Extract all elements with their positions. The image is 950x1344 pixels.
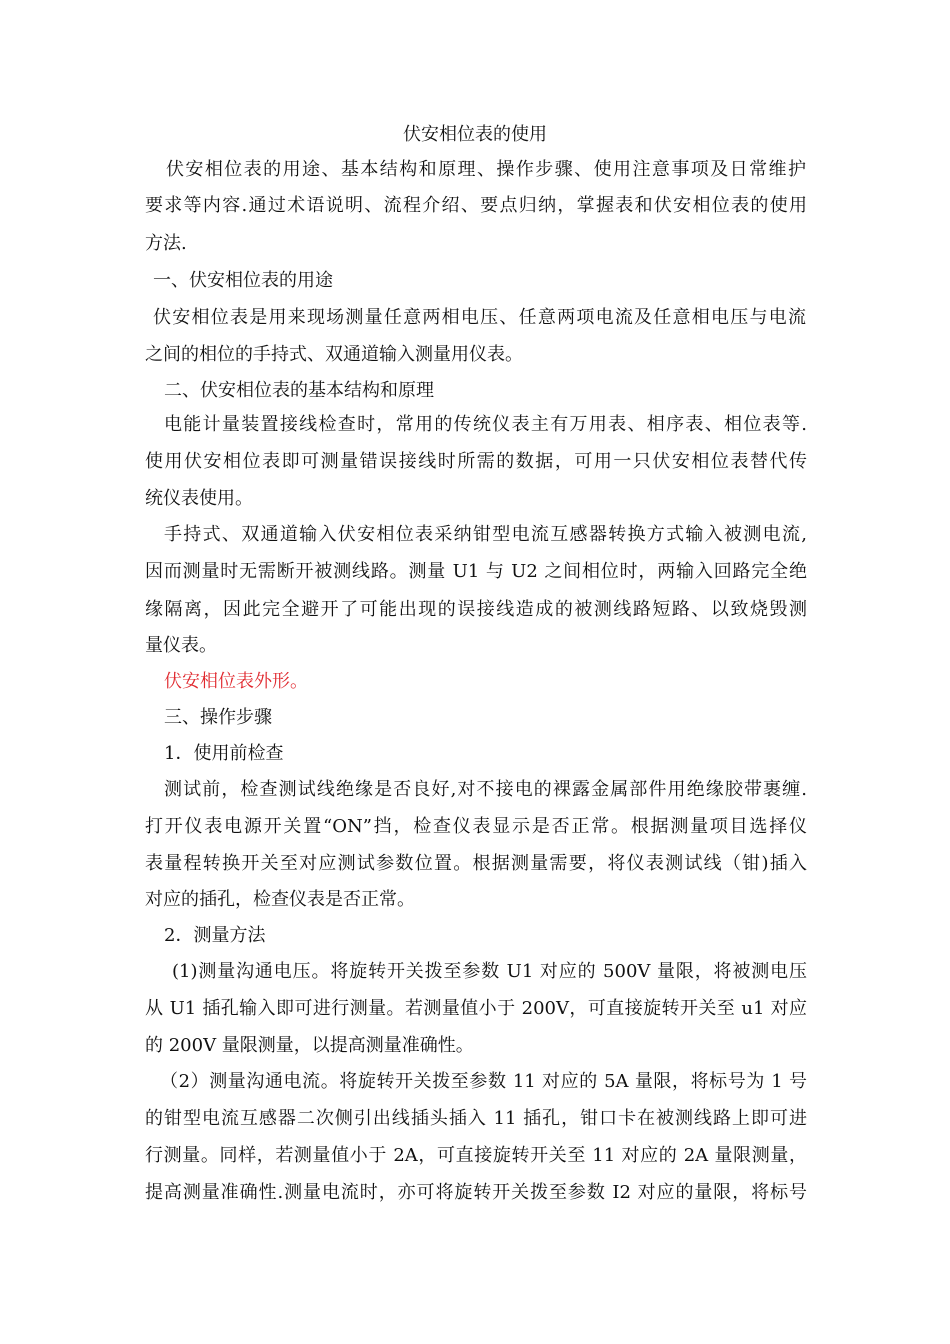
section2-p2-line-3: 缘隔离，因此完全避开了可能出现的误接线造成的被测线路短路、以致烧毁测	[145, 599, 807, 620]
item1-line-3: 的 200V 量限测量，以提高测量准确性。	[145, 1035, 474, 1056]
sub2-heading: 2．测量方法	[164, 925, 266, 946]
item2-line-2: 的钳型电流互感器二次侧引出线插头插入 11 插孔，钳口卡在被测线路上即可进	[145, 1108, 807, 1129]
section2-p2-line-2: 因而测量时无需断开被测线路。测量 U1 与 U2 之间相位时，两输入回路完全绝	[145, 561, 807, 582]
figure-caption: 伏安相位表外形。	[164, 671, 308, 692]
item1-line-2: 从 U1 插孔输入即可进行测量。若测量值小于 200V，可直接旋转开关至 u1 对应	[145, 998, 807, 1019]
section2-heading: 二、伏安相位表的基本结构和原理	[164, 380, 434, 401]
sub1-line-1: 测试前，检查测试线绝缘是否良好,对不接电的裸露金属部件用绝缘胶带裹缠.	[164, 779, 807, 800]
sub1-line-4: 对应的插孔，检查仪表是否正常。	[145, 889, 415, 910]
sub1-line-2: 打开仪表电源开关置“ON”挡，检查仪表显示是否正常。根据测量项目选择仪	[145, 816, 807, 837]
section1-heading: 一、伏安相位表的用途	[153, 270, 333, 291]
section2-p1-line-3: 统仪表使用。	[145, 488, 253, 509]
section2-p1-line-1: 电能计量装置接线检查时，常用的传统仪表主有万用表、相序表、相位表等.	[164, 414, 807, 435]
section2-p2-line-1: 手持式、双通道输入伏安相位表采纳钳型电流互感器转换方式输入被测电流,	[164, 524, 807, 545]
document-title: 伏安相位表的使用	[403, 124, 547, 145]
intro-line-3: 方法.	[145, 233, 187, 254]
sub1-heading: 1．使用前检查	[164, 743, 284, 764]
section1-line-2: 之间的相位的手持式、双通道输入测量用仪表。	[145, 344, 523, 365]
sub1-line-3: 表量程转换开关至对应测试参数位置。根据测量需要，将仪表测试线（钳)插入	[145, 853, 807, 874]
intro-line-1: 伏安相位表的用途、基本结构和原理、操作步骤、使用注意事项及日常维护	[166, 159, 806, 180]
item2-line-4: 提高测量准确性.测量电流时，亦可将旋转开关拨至参数 I2 对应的量限，将标号	[145, 1182, 807, 1203]
section2-p2-line-4: 量仪表。	[145, 635, 217, 656]
item2-line-3: 行测量。同样，若测量值小于 2A，可直接旋转开关至 11 对应的 2A 量限测量，	[145, 1145, 807, 1166]
item1-line-1: (1)测量沟通电压。将旋转开关拨至参数 U1 对应的 500V 量限，将被测电压	[172, 961, 807, 982]
intro-line-2: 要求等内容.通过术语说明、流程介绍、要点归纳，掌握表和伏安相位表的使用	[145, 195, 807, 216]
section3-heading: 三、操作步骤	[164, 707, 272, 728]
section1-line-1: 伏安相位表是用来现场测量任意两相电压、任意两项电流及任意相电压与电流	[153, 307, 806, 328]
item2-line-1: （2）测量沟通电流。将旋转开关拨至参数 11 对应的 5A 量限，将标号为 1 号	[160, 1071, 807, 1092]
section2-p1-line-2: 使用伏安相位表即可测量错误接线时所需的数据，可用一只伏安相位表替代传	[145, 451, 807, 472]
